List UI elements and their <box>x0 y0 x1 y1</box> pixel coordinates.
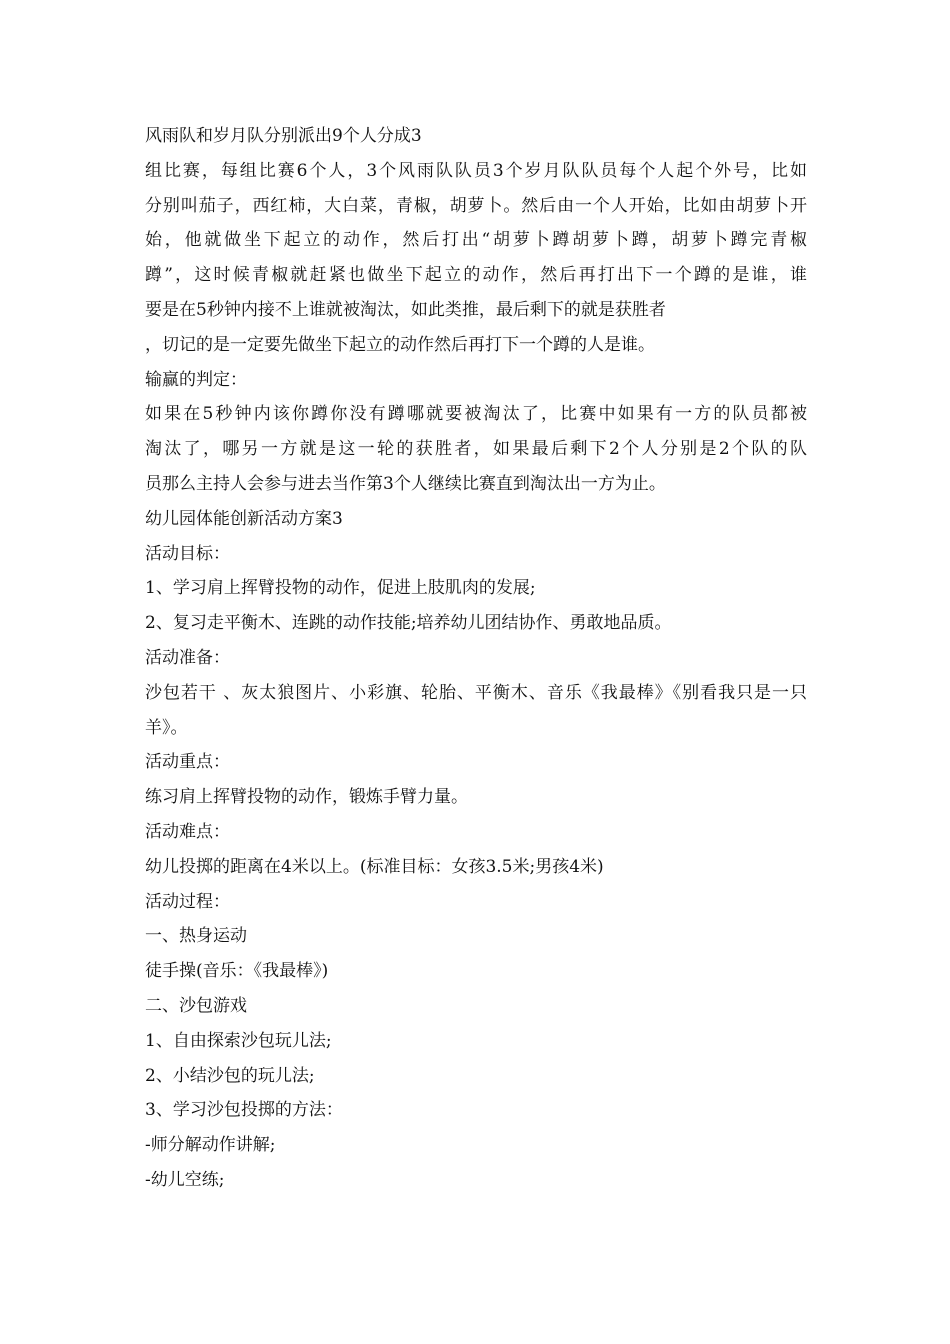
text-line: 分别叫茄子，西红柿，大白菜，青椒，胡萝卜。然后由一个人开始，比如由胡萝卜开 <box>145 195 807 216</box>
text-line: 沙包若干 、灰太狼图片、小彩旗、轮胎、平衡木、音乐《我最棒》《别看我只是一只 <box>145 682 807 703</box>
list-item: -师分解动作讲解; <box>145 1135 276 1156</box>
section-heading: 输赢的判定： <box>145 369 247 390</box>
text-line: 员那么主持人会参与进去当作第3个人继续比赛直到淘汰出一方为止。 <box>145 473 666 494</box>
subsection-heading: 一、热身运动 <box>145 926 247 947</box>
section-heading: 活动过程： <box>145 891 230 912</box>
text-line: 淘汰了，哪另一方就是这一轮的获胜者，如果最后剩下2个人分别是2个队的队 <box>145 439 807 460</box>
text-line: 蹲”，这时候青椒就赶紧也做坐下起立的动作，然后再打出下一个蹲的是谁，谁 <box>145 265 807 286</box>
text-line: 练习肩上挥臂投物的动作，锻炼手臂力量。 <box>145 787 468 808</box>
list-item: 3、学习沙包投掷的方法： <box>145 1100 343 1121</box>
section-heading: 活动目标： <box>145 543 230 564</box>
list-item: -幼儿空练; <box>145 1169 225 1190</box>
text-line: 风雨队和岁月队分别派出9个人分成3 <box>145 126 422 146</box>
text-line: ，切记的是一定要先做坐下起立的动作然后再打下一个蹲的人是谁。 <box>145 334 655 355</box>
text-line: 羊》。 <box>145 717 188 738</box>
text-line: 始，他就做坐下起立的动作，然后打出“胡萝卜蹲胡萝卜蹲，胡萝卜蹲完青椒 <box>145 230 807 251</box>
text-line: 徒手操(音乐：《我最棒》) <box>145 961 329 982</box>
list-item: 1、自由探索沙包玩儿法; <box>145 1030 332 1051</box>
list-item: 1、学习肩上挥臂投物的动作，促进上肢肌肉的发展; <box>145 578 536 599</box>
text-line: 幼儿投掷的距离在4米以上。(标准目标：女孩3.5米;男孩4米) <box>145 856 604 877</box>
list-item: 2、小结沙包的玩儿法; <box>145 1065 315 1086</box>
document-body <box>145 119 807 1198</box>
list-item: 2、复习走平衡木、连跳的动作技能;培养幼儿团结协作、勇敢地品质。 <box>145 613 672 634</box>
text-line: 组比赛，每组比赛6个人，3个风雨队队员3个岁月队队员每个人起个外号，比如 <box>145 160 807 181</box>
document-title: 幼儿园体能创新活动方案3 <box>145 508 343 529</box>
section-heading: 活动难点： <box>145 821 230 842</box>
text-line: 要是在5秒钟内接不上谁就被淘汰，如此类推，最后剩下的就是获胜者 <box>145 299 666 320</box>
section-heading: 活动重点： <box>145 752 230 773</box>
subsection-heading: 二、沙包游戏 <box>145 995 247 1016</box>
section-heading: 活动准备： <box>145 647 230 668</box>
text-line: 如果在5秒钟内该你蹲你没有蹲哪就要被淘汰了，比赛中如果有一方的队员都被 <box>145 404 807 425</box>
